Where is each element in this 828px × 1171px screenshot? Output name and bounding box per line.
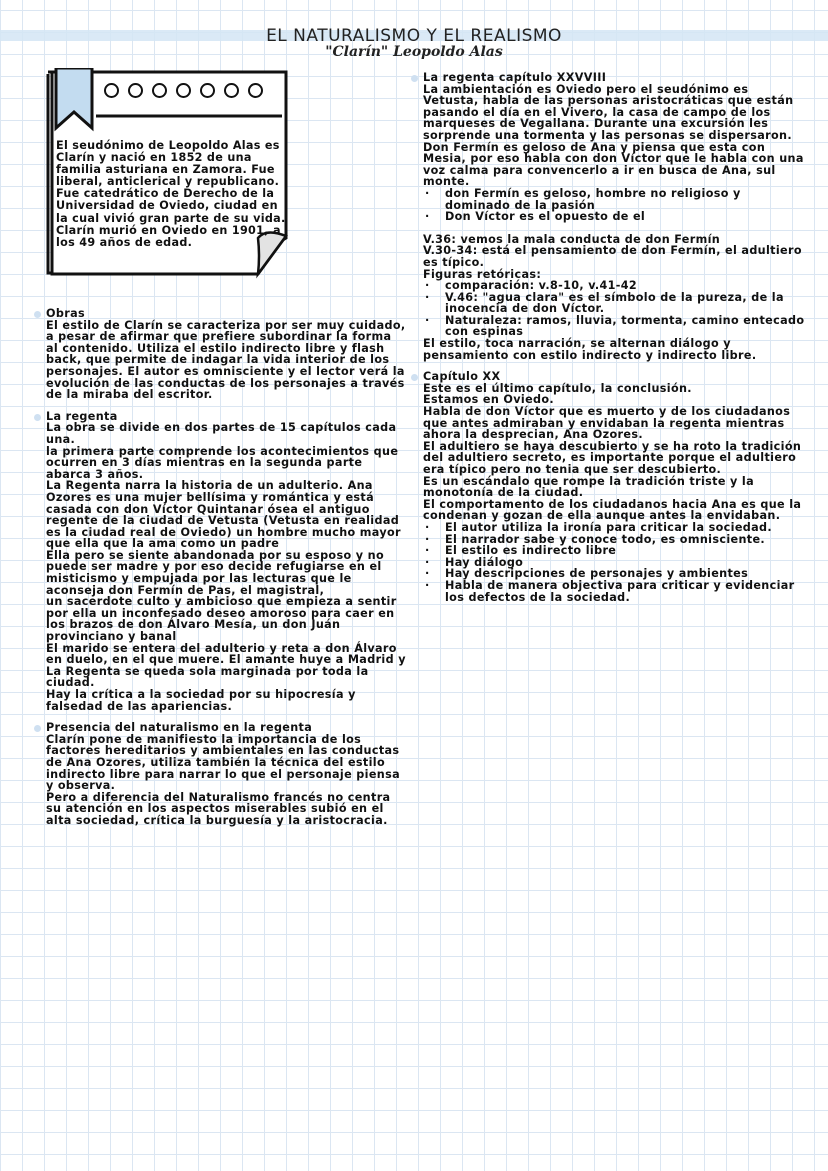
- bullet-dot-icon: [411, 374, 418, 381]
- circle-icon: [104, 83, 119, 98]
- paragraph: Ella pero se siente abandonada por su esposo y no puede ser madre y por eso decide refugiarse en el misticismo y empujada por las lecturas que le aconseja don Fermín de Pas, el magistral,: [46, 548, 384, 597]
- circle-icon: [152, 83, 167, 98]
- paragraph: V.30-34: está el pensamiento de don Fermín, el adultiero es típico.: [423, 244, 802, 269]
- page-title: EL NATURALISMO Y EL REALISMO: [266, 26, 562, 46]
- paragraph: Clarín pone de manifiesto la importancia de los factores hereditarios y ambientales en las conductas de Ana Ozores, utiliza también la técnica del estilo indirecto libre para narrar lo que el personaje piensa y observa.: [46, 732, 400, 793]
- note-circles: [104, 83, 263, 98]
- paragraph: La Regenta narra la historia de un adulterio. Ana Ozores es una mujer bellísima y romántica y está casada con don Víctor Quintanar ósea el antiguo regente de la ciudad de Vetusta (Vetusta en realidad es la ciudad real de Oviedo) un hombre mucho mayor que ella que la ama como un padre: [46, 479, 401, 551]
- paragraph: la primera parte comprende los acontecimientos que ocurren en 3 días mientras en la segunda parte abarca 3 años.: [46, 444, 399, 481]
- paragraph: un sacerdote culto y ambicioso que empieza a sentir por ella un inconfesado deseo amoroso para caer en los brazos de don Álvaro Mesía, un don Juán provinciano y banal: [46, 595, 397, 644]
- circle-icon: [224, 83, 239, 98]
- section-heading: La regenta: [46, 409, 118, 423]
- page-subtitle: "Clarín" Leopoldo Alas: [325, 44, 503, 60]
- list-item: [423, 280, 808, 292]
- section-capitulo-xx: [423, 371, 808, 603]
- list-item-text: don Fermín es geloso, hombre no religioso y dominado de la pasión: [445, 186, 741, 212]
- paragraph: Pero a diferencia del Naturalismo francés no centra su atención en los aspectos miserables subió en el alta sociedad, crítica la burguesía y la aristocracia.: [46, 790, 391, 827]
- list-item: [423, 545, 808, 557]
- biography-note-card: [46, 68, 286, 276]
- section-capitulo-xxviii: [423, 72, 808, 361]
- bullet-dot-icon: [34, 311, 41, 318]
- list-item: [423, 211, 808, 223]
- paragraph: Hay la crítica a la sociedad por su hipocresía y falsedad de las apariencias.: [46, 688, 356, 713]
- list-item-text: Naturaleza: ramos, lluvia, tormenta, camino entecado con espinas: [445, 313, 805, 339]
- circle-icon: [248, 83, 263, 98]
- list-item-text: Habla de manera objectiva para criticar y evidenciar los defectos de la sociedad.: [445, 578, 795, 604]
- section-heading: Obras: [46, 307, 85, 320]
- paragraph: La ambientación es Oviedo pero el seudónimo es Vetusta, habla de las personas aristocráticas que están pasando el día en el Vivero, la casa de campo de los marqueses de Vegallana. Durante una excursión les sorprende una tormenta y las personas se dispersaron.: [423, 82, 794, 142]
- section-obras: [46, 308, 406, 401]
- biography-text: El seudónimo de Leopoldo Alas es Clarín y nació en 1852 de una familia asturiana en Zamora. Fue liberal, anticlerical y republicano. Fue catedrático de Derecho de la Universidad de Oviedo, ciudad en la cual vivió gran parte de su vida. Clarín murió en Oviedo en 1901, a los 49 años de edad.: [56, 139, 286, 249]
- paragraph: Estamos en Oviedo.: [423, 393, 555, 407]
- list-item: [423, 580, 808, 603]
- paragraph: Este es el último capítulo, la conclusión.: [423, 381, 692, 395]
- list-item-text: V.46: "agua clara" es el símbolo de la pureza, de la inocencia de don Víctor.: [445, 290, 784, 316]
- section-la-regenta: [46, 411, 406, 712]
- left-column: [46, 308, 406, 837]
- list-dot-icon: ·: [425, 544, 430, 558]
- list-item-text: El estilo es indirecto libre: [445, 544, 617, 558]
- list-item: [423, 522, 808, 534]
- paragraph: El estilo de Clarín se caracteriza por ser muy cuidado, a pesar de afirmar que prefiere subordinar la forma al contenido. Utiliza el estilo indirecto libre y flash back, que permite de indagar la vida interior de los personajes. El autor es omnisciente y el lector verá la evolución de las conductas de los personajes a través de la miraba del escritor.: [46, 318, 406, 402]
- list-dot-icon: ·: [425, 578, 430, 592]
- list-dot-icon: ·: [425, 186, 430, 200]
- section-heading: La regenta capítulo XXVVIII: [423, 71, 607, 84]
- list-item-text: El narrador sabe y conoce todo, es omnisciente.: [445, 532, 766, 546]
- list-dot-icon: ·: [425, 555, 430, 569]
- paragraph: Es un escándalo que rompe la tradición triste y la monotonía de la ciudad.: [423, 474, 755, 500]
- bullet-dot-icon: [34, 414, 41, 421]
- circle-icon: [200, 83, 215, 98]
- paragraph: V.36: vemos la mala conducta de don Fermín: [423, 232, 721, 246]
- paragraph: El estilo, toca narración, se alternan diálogo y pensamiento con estilo indirecto y indirecto libre.: [423, 337, 757, 362]
- section-heading: Presencia del naturalismo en la regenta: [46, 721, 313, 735]
- list-dot-icon: ·: [425, 290, 430, 304]
- list-item: [423, 292, 808, 315]
- paragraph: Don Fermín es geloso de Ana y piensa que esta con Mesia, por eso habla con don Víctor que le habla con una voz calma para convencerlo a ir en busca de Ana, sul monte.: [423, 140, 804, 189]
- list-dot-icon: ·: [425, 567, 430, 581]
- list-dot-icon: ·: [425, 313, 430, 327]
- paragraph: El marido se entera del adulterio y reta a don Álvaro en duelo, en el que muere. El amante huye a Madrid y La Regenta se queda sola marginada por toda la ciudad.: [46, 641, 406, 690]
- list-dot-icon: ·: [425, 210, 430, 224]
- paragraph: El comportamento de los ciudadanos hacia Ana es que la condenan y gozan de ella aunque antes la envidaban.: [423, 497, 802, 523]
- section-heading: Capítulo XX: [423, 370, 501, 384]
- circle-icon: [176, 83, 191, 98]
- right-column: [423, 72, 808, 613]
- list-item: [423, 315, 808, 338]
- paragraph: Figuras retóricas:: [423, 267, 542, 281]
- paragraph: La obra se divide en dos partes de 15 capítulos cada una.: [46, 421, 397, 446]
- paragraph: El adultiero se haya descubierto y se ha roto la tradición del adultiero secreto, es importante porque el adultiero era típico pero no tenia que ser descubierto.: [423, 439, 802, 476]
- list-item-text: Don Víctor es el opuesto de el: [445, 210, 646, 224]
- list-dot-icon: ·: [425, 532, 430, 546]
- bullet-dot-icon: [411, 75, 418, 82]
- list-dot-icon: ·: [425, 279, 430, 293]
- list-item-text: Hay descripciones de personajes y ambientes: [445, 567, 749, 581]
- section-presencia-naturalismo: [46, 722, 406, 826]
- list-item: [423, 188, 808, 211]
- circle-icon: [128, 83, 143, 98]
- list-item-text: comparación: v.8-10, v.41-42: [445, 279, 638, 293]
- paragraph: Habla de don Víctor que es muerto y de los ciudadanos que antes admiraban y envidaban la regenta mientras ahora la desprecian, Ana Ozores.: [423, 405, 791, 442]
- list-item-text: Hay diálogo: [445, 555, 524, 569]
- bullet-dot-icon: [34, 725, 41, 732]
- list-dot-icon: ·: [425, 520, 430, 534]
- list-item-text: El autor utiliza la ironía para criticar la sociedad.: [445, 520, 772, 534]
